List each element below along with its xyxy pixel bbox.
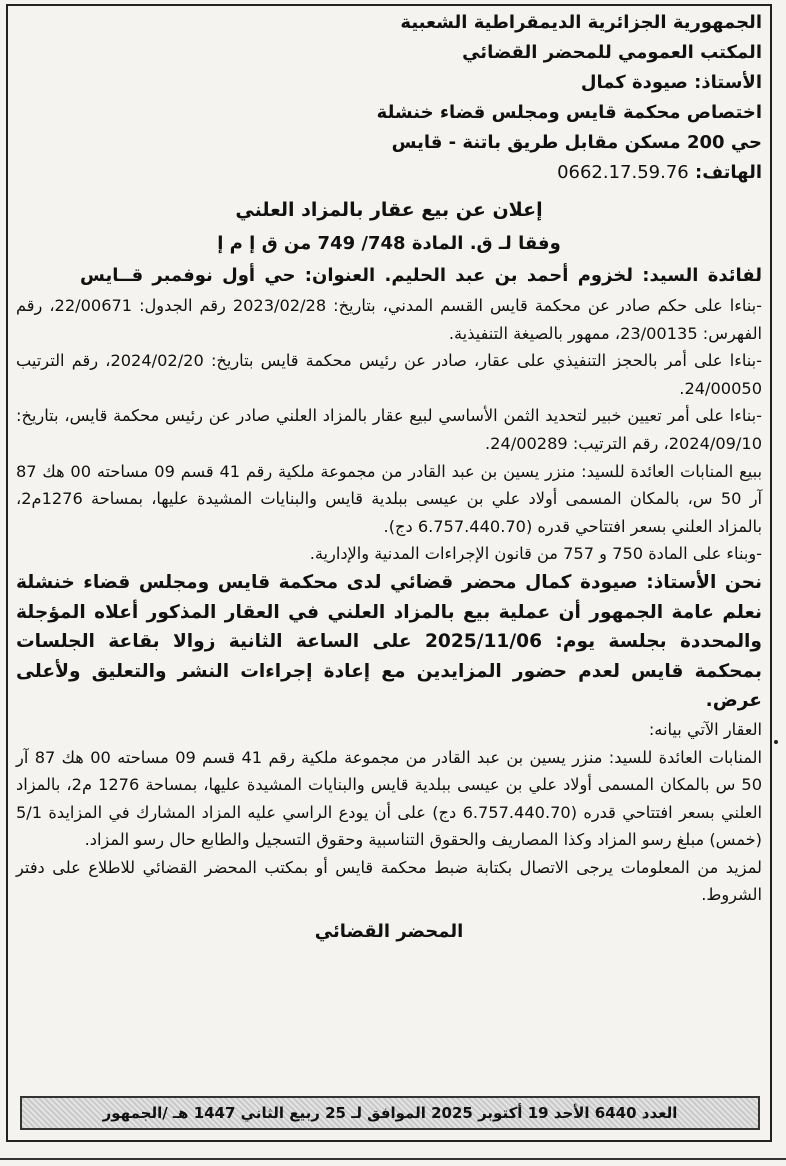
paragraph-seizure-order: -بناءا على أمر بالحجز التنفيذي على عقار، صادر عن رئيس محكمة قايس بتاريخ: 2024/02/20، رقم الترتيب 24/00050.: [16, 351, 762, 398]
notice-content: [16, 8, 762, 947]
notice-title: إعلان عن بيع عقار بالمزاد العلني: [235, 199, 543, 221]
paragraph-judgment: -بناءا على حكم صادر عن محكمة قايس القسم المدني، بتاريخ: 2023/02/28 رقم الجدول: 22/00671، رقم الفهرس: 23/00135، ممهور بالصيغة التنفيذية.: [16, 296, 762, 343]
phone-number: 0662.17.59.76: [557, 162, 689, 183]
jurisdiction: اختصاص محكمة قايس ومجلس قضاء خنشلة: [376, 102, 762, 123]
paragraph-property-heading: العقار الآتي بيانه:: [648, 719, 762, 739]
paragraph-announcement: نحن الأستاذ: صيودة كمال محضر قضائي لدى محكمة قايس ومجلس قضاء خنشلة نعلم عامة الجمهور أن عملية بيع بالمزاد العلني في العقار المذكور أعلاه المؤجلة والمحددة بجلسة يوم: 2025/11/06 على الساعة الثانية زوالا بقاعة الجلسات بمحكمة قايس لعدم حضور المزايدين مع إعادة إجراءات النشر والتعليق ولأعلى عرض.: [16, 571, 762, 712]
bailiff-name: الأستاذ: صيودة كمال: [580, 72, 762, 93]
office-address: حي 200 مسكن مقابل طريق باتنة - قايس: [391, 132, 762, 153]
phone-label: الهاتف:: [695, 162, 762, 183]
paragraph-property-details: المنابات العائدة للسيد: منزر يسين بن عبد القادر من مجموعة ملكية رقم 41 قسم 09 مساحته 00 هك 87 آر 50 س بالمكان المسمى أولاد علي بن عيسى ببلدية قايس والبنايات المشيدة عليها، بمساحة 1276 م2، بالمزاد العلني بسعر افتتاحي قدره (6.757.440.70 دج) على أن يودع الراسي عليه المزاد المشارك في المزايدة 5/1 (خمس) مبلغ رسو المزاد وكذا المصاريف والحقوق التناسبية وحقوق التسجيل والطابع حال رسو المزاد.: [16, 747, 763, 850]
paragraph-articles: -وبناء على المادة 750 و 757 من قانون الإجراءات المدنية والإدارية.: [309, 544, 762, 564]
signature: المحضر القضائي: [314, 921, 464, 943]
margin-dot: [774, 740, 778, 744]
issue-footer: [20, 1096, 760, 1130]
legal-basis: وفقا لـ ق. المادة 748/ 749 من ق إ م إ: [217, 233, 561, 254]
paragraph-contact: لمزيد من المعلومات يرجى الاتصال بكتابة ضبط محكمة قايس أو بمكتب المحضر القضائي للاطلاع على دفتر الشروط.: [16, 857, 762, 905]
office-name: المكتب العمومي للمحضر القضائي: [462, 42, 762, 63]
issue-footer-text: العدد 6440 الأحد 19 أكتوبر 2025 الموافق لـ 25 ربيع الثاني 1447 هـ /الجمهور: [102, 1104, 678, 1122]
paragraph-expert-order: -بناءا على أمر تعيين خبير لتحديد الثمن الأساسي لبيع عقار بالمزاد العلني صادر عن رئيس محكمة قايس، بتاريخ: 2024/09/10، رقم الترتيب: 24/00289.: [16, 406, 762, 453]
republic-heading: الجمهورية الجزائرية الديمقراطية الشعبية: [400, 12, 762, 33]
bottom-divider: [0, 1158, 786, 1160]
beneficiary-line: لفائدة السيد: لخزوم أحمد بن عبد الحليم. العنوان: حي أول نوفمبر قــايس: [80, 265, 762, 286]
phone-line: [16, 158, 762, 188]
paragraph-property-sale: ببيع المنابات العائدة للسيد: منزر يسين بن عبد القادر من مجموعة ملكية رقم 41 قسم 09 مساحته 00 هك 87 آر 50 س، بالمكان المسمى أولاد علي بن عيسى ببلدية قايس والبنايات المشيدة عليها، بمساحة 1276م2، بالمزاد العلني بسعر افتتاحي قدره (6.757.440.70 دج).: [16, 461, 763, 536]
